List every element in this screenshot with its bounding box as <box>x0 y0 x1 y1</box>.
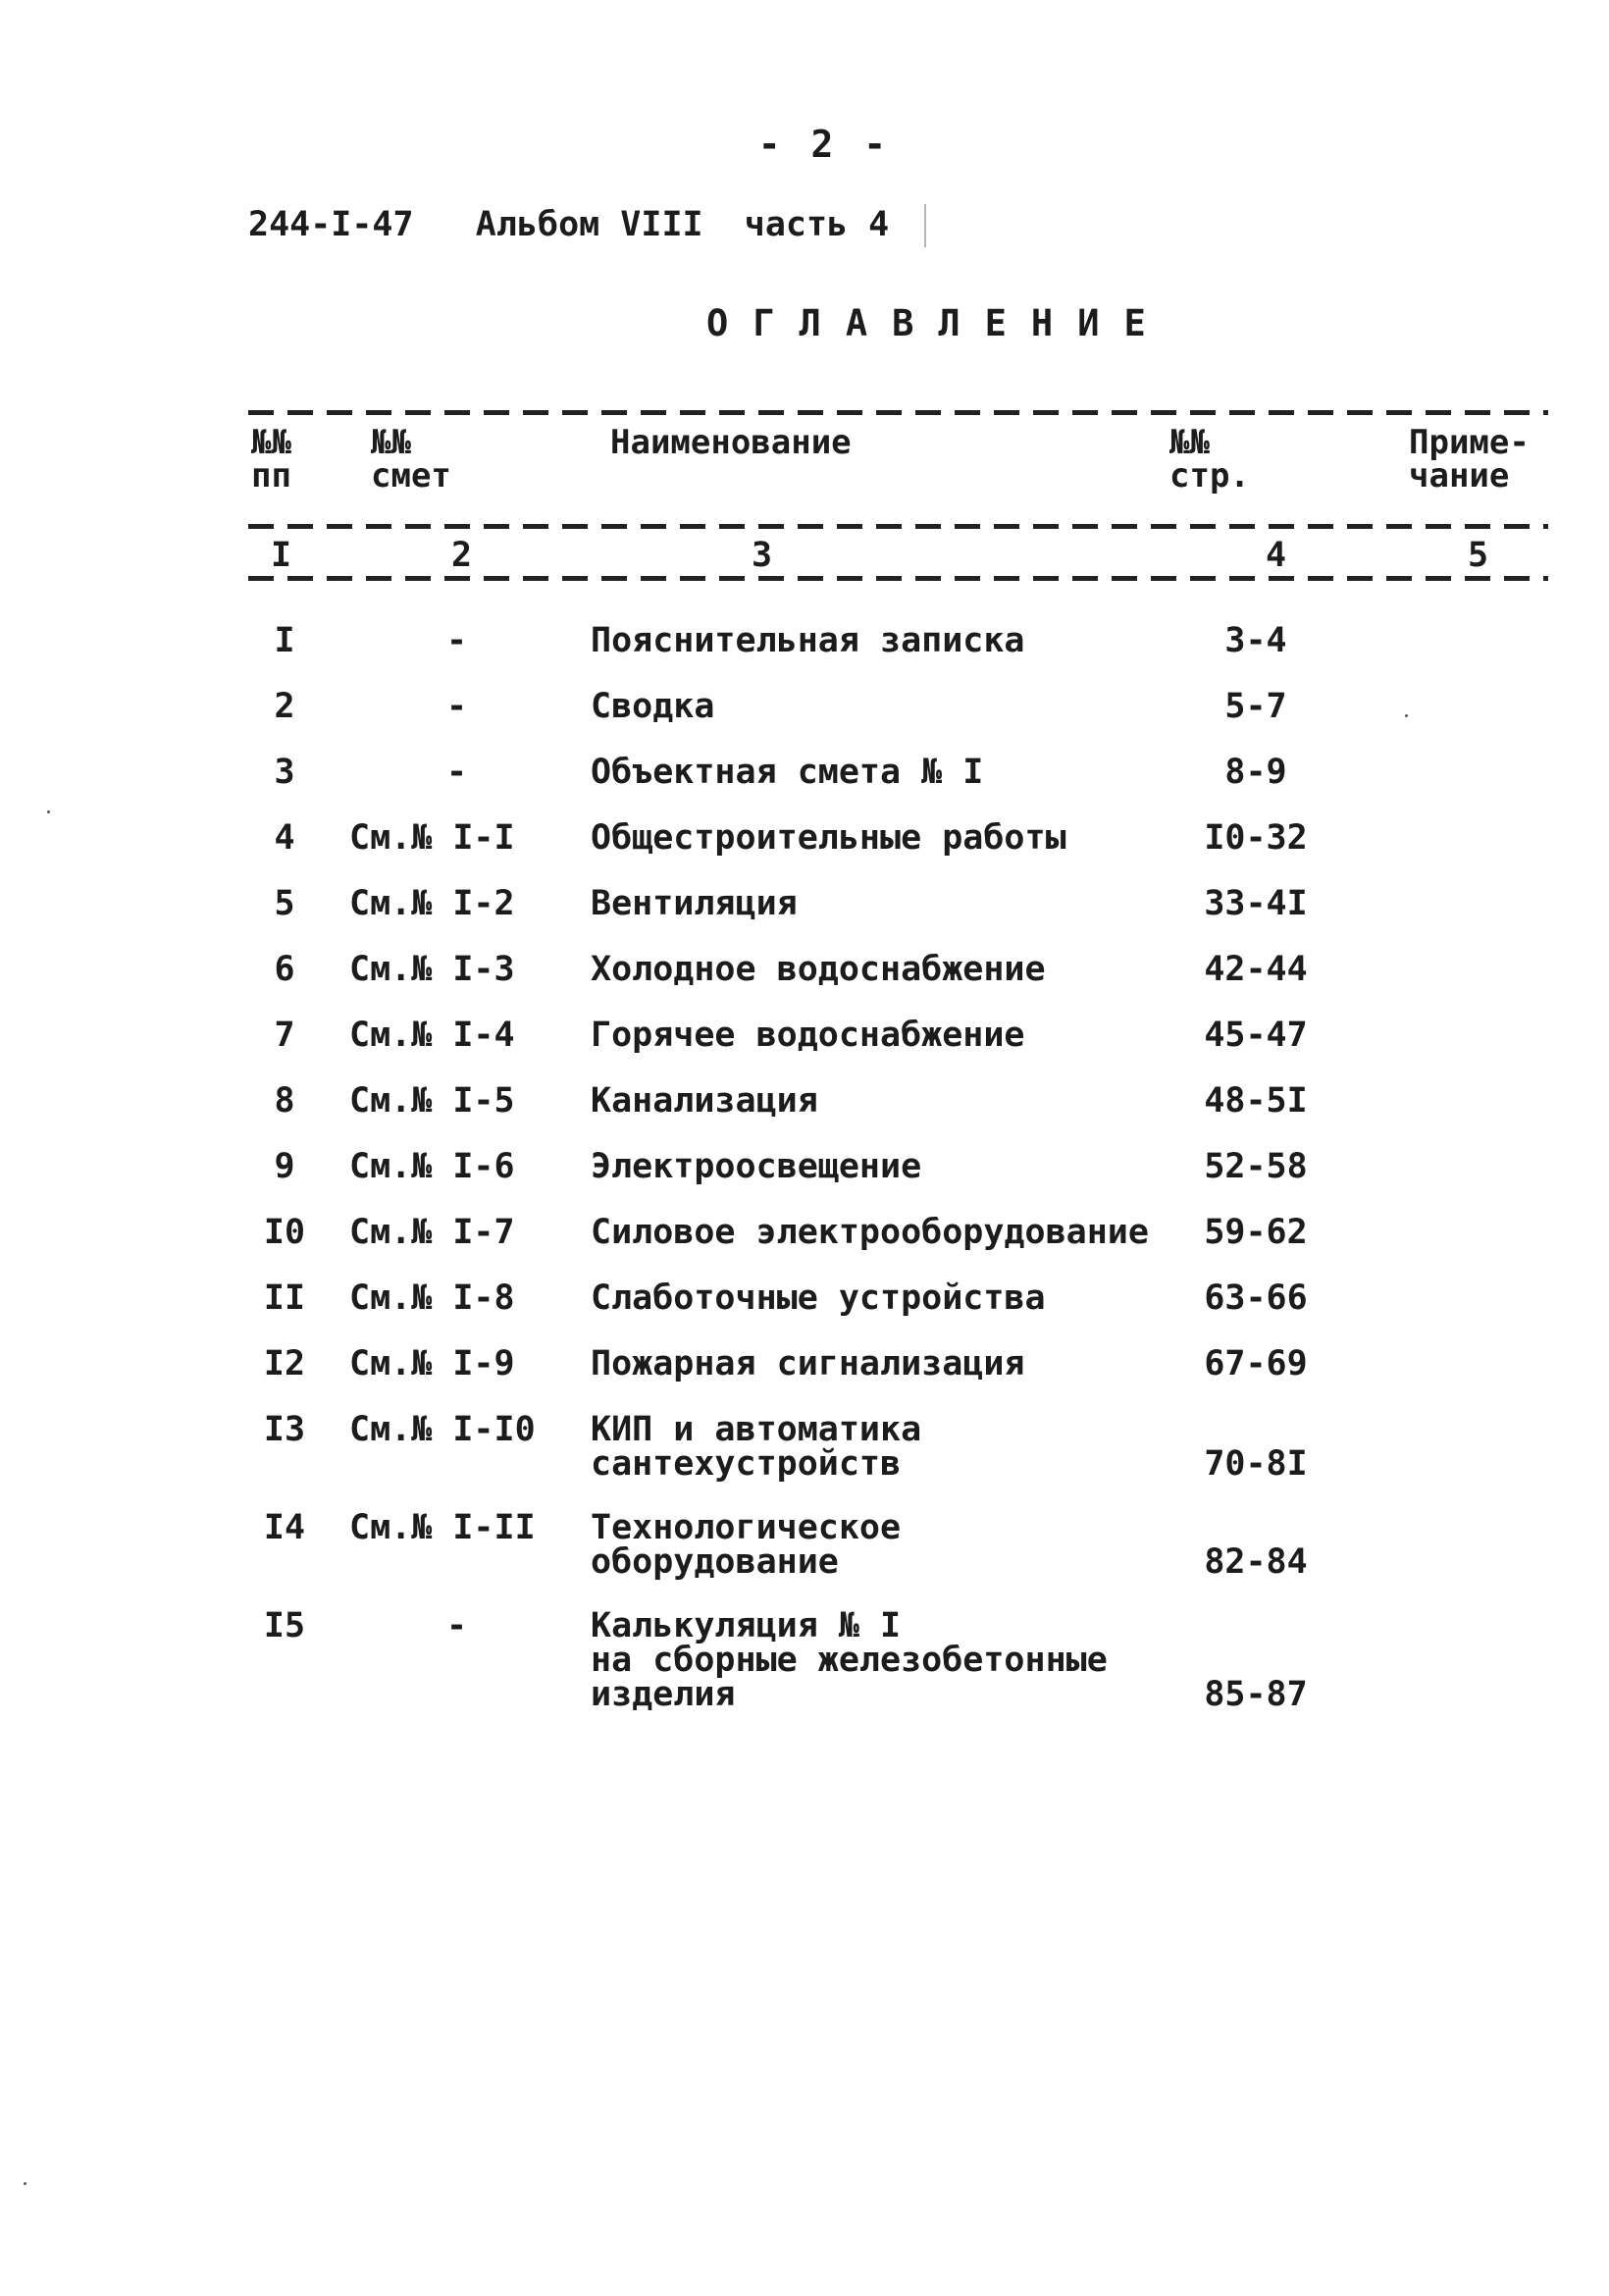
row-name: Вентиляция <box>591 884 798 923</box>
row-smeta: См.№ I-I0 <box>349 1410 536 1449</box>
row-name: Электроосвещение <box>591 1147 922 1186</box>
row-pages: I0-32 <box>1204 818 1308 858</box>
row-smeta: См.№ I-3 <box>349 950 515 989</box>
row-smeta: См.№ I-9 <box>349 1344 515 1383</box>
table-colnum-rule <box>248 576 1548 581</box>
row-name: Общестроительные работы <box>591 818 1066 858</box>
row-name: Объектная смета № I <box>591 753 984 792</box>
row-pages: 67-69 <box>1204 1344 1308 1383</box>
row-number: 3 <box>274 753 295 792</box>
row-number: I0 <box>263 1213 306 1252</box>
row-smeta: См.№ I-6 <box>349 1147 515 1186</box>
column-number-4: 4 <box>1266 536 1287 575</box>
row-smeta: См.№ I-7 <box>349 1213 515 1252</box>
row-number: I <box>274 621 295 660</box>
margin-mark <box>924 204 926 247</box>
scan-speck <box>24 2182 26 2185</box>
column-header-smeta: №№ смет <box>371 423 451 496</box>
column-header-pages: №№ стр. <box>1169 423 1250 496</box>
row-number: I5 <box>263 1606 306 1645</box>
column-header-note: Приме- чание <box>1409 423 1530 496</box>
row-smeta: - <box>446 621 468 660</box>
album-label: Альбом VIII <box>475 205 703 244</box>
column-header-name: Наименование <box>610 423 852 462</box>
row-number: 6 <box>274 950 295 989</box>
row-name: Горячее водоснабжение <box>591 1016 1025 1055</box>
row-smeta: - <box>446 753 468 792</box>
row-number: I3 <box>263 1410 306 1449</box>
row-name: Пожарная сигнализация <box>591 1344 1025 1383</box>
row-number: 7 <box>274 1016 295 1055</box>
row-smeta: См.№ I-8 <box>349 1278 515 1318</box>
column-number-1: I <box>271 536 292 575</box>
row-smeta: См.№ I-4 <box>349 1016 515 1055</box>
row-number: 9 <box>274 1147 295 1186</box>
scan-speck <box>1405 714 1408 717</box>
row-number: 4 <box>274 818 295 858</box>
column-number-5: 5 <box>1468 536 1489 575</box>
row-name: Холодное водоснабжение <box>591 950 1046 989</box>
row-name: КИП и автоматика сантехустройств <box>591 1410 922 1484</box>
row-pages: 63-66 <box>1204 1278 1308 1318</box>
row-smeta: См.№ I-2 <box>349 884 515 923</box>
scan-speck <box>47 810 50 813</box>
page-number: - 2 - <box>757 123 891 166</box>
row-name: Технологическое оборудование <box>591 1508 902 1582</box>
row-pages: 42-44 <box>1204 950 1308 989</box>
row-pages: 8-9 <box>1224 753 1287 792</box>
document-title: ОГЛАВЛЕНИЕ <box>706 302 1170 344</box>
document-header <box>248 204 926 247</box>
row-number: 8 <box>274 1081 295 1121</box>
row-smeta: - <box>446 1606 468 1645</box>
row-pages: 48-5I <box>1204 1081 1308 1121</box>
row-number: 2 <box>274 687 295 726</box>
row-pages: 52-58 <box>1204 1147 1308 1186</box>
row-pages: 59-62 <box>1204 1213 1308 1252</box>
row-pages: 33-4I <box>1204 884 1308 923</box>
row-number: II <box>263 1278 306 1318</box>
column-number-2: 2 <box>451 536 473 575</box>
row-smeta: См.№ I-5 <box>349 1081 515 1121</box>
row-number: I2 <box>263 1344 306 1383</box>
row-name: Слаботочные устройства <box>591 1278 1046 1318</box>
row-pages: 3-4 <box>1224 621 1287 660</box>
row-pages: 70-8I <box>1204 1444 1308 1484</box>
row-name: Канализация <box>591 1081 818 1121</box>
table-top-rule <box>248 410 1548 415</box>
table-header-rule <box>248 524 1548 529</box>
row-name: Калькуляция № I на сборные железобетонные изделия <box>591 1606 1108 1714</box>
row-pages: 5-7 <box>1224 687 1287 726</box>
row-name: Силовое электрооборудование <box>591 1213 1149 1252</box>
row-name: Пояснительная записка <box>591 621 1025 660</box>
row-name: Сводка <box>591 687 715 726</box>
row-pages: 82-84 <box>1204 1542 1308 1582</box>
row-smeta: См.№ I-I <box>349 818 515 858</box>
document-code: 244-I-47 <box>248 205 414 244</box>
row-number: 5 <box>274 884 295 923</box>
row-pages: 85-87 <box>1204 1675 1308 1714</box>
column-number-3: 3 <box>752 536 773 575</box>
part-label: часть 4 <box>744 205 890 244</box>
column-header-num: №№ пп <box>251 423 291 496</box>
row-smeta: - <box>446 687 468 726</box>
row-pages: 45-47 <box>1204 1016 1308 1055</box>
row-number: I4 <box>263 1508 306 1547</box>
row-smeta: См.№ I-II <box>349 1508 536 1547</box>
